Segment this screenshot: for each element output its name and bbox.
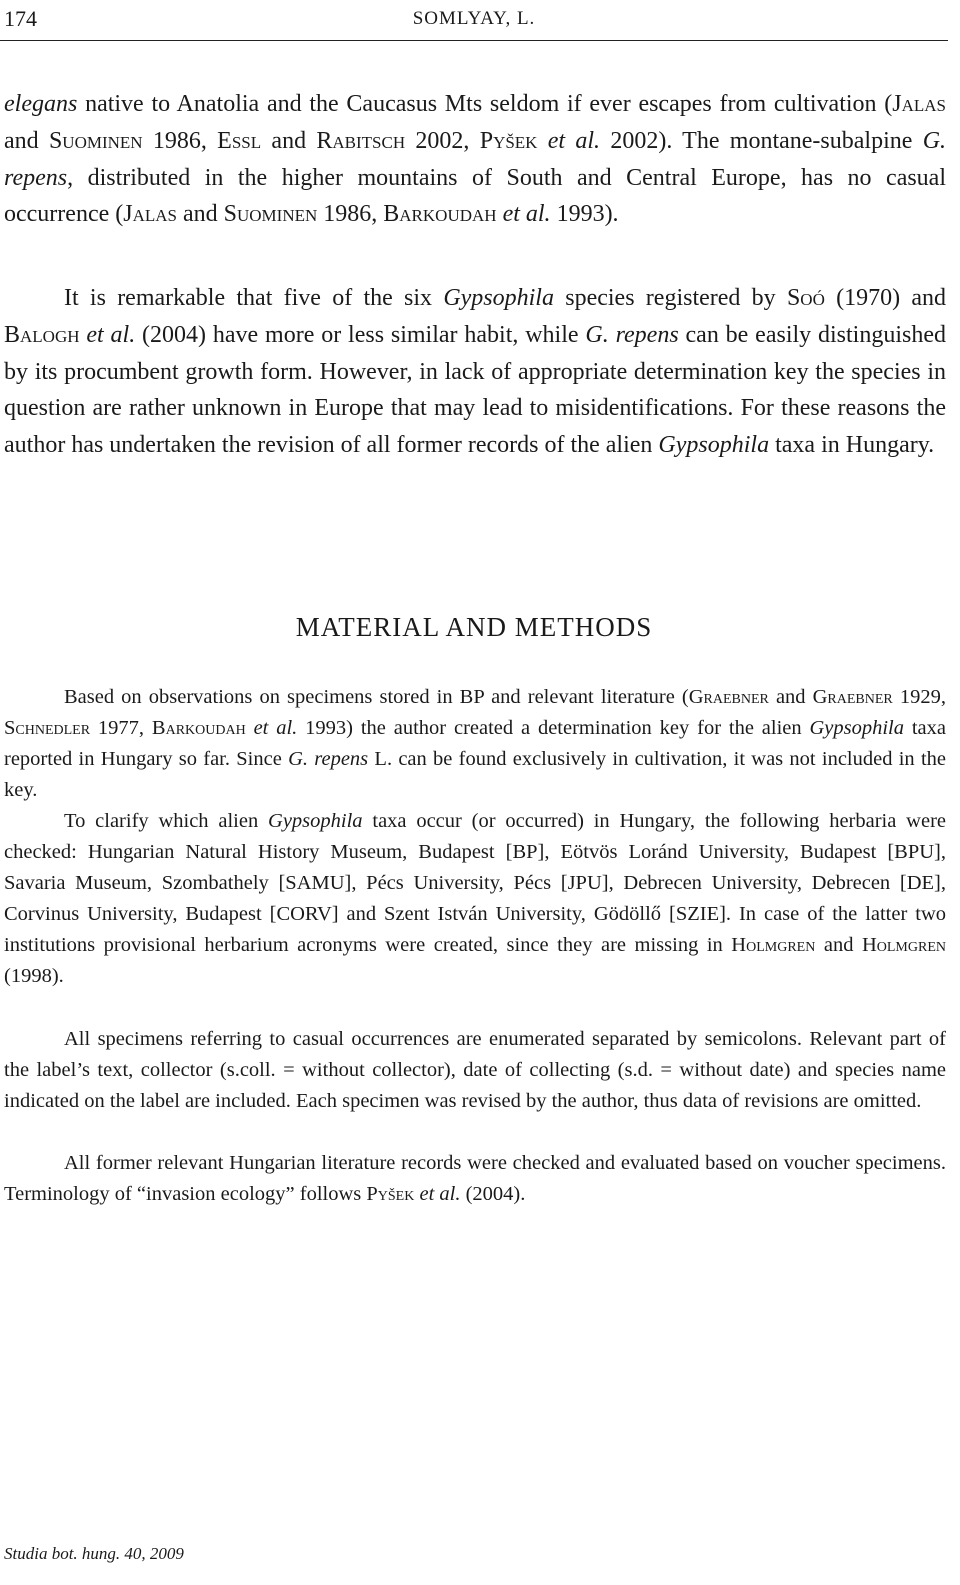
methods-paragraph-3: All specimens referring to casual occurrences are enumerated separated by semicolons. Relevant part of the label’s text, collector (s.coll. = without collector), date of collecting (s.d. = without date) and species name indicated on the label are included. Each specimen was revised by the author, thus data of revisions are omitted. — [4, 1028, 946, 1112]
intro-paragraph-2: It is remarkable that five of the six Gypsophila species registered by Soó (1970) and Balogh et al. (2004) have more or less similar habit, while G. repens can be easily distinguished by its procumbent growth form. However, in lack of appropriate determination key the species in question are rather unknown in Europe that may lead to misidentifications. For these reasons the author has undertaken the revision of all former records of the alien Gypsophila taxa in Hungary. — [4, 285, 947, 459]
intro-paragraph-1: elegans native to Anatolia and the Caucasus Mts seldom if ever escapes from cultivation (Jalas and Suominen 1986, Essl and Rabitsch 2002, Pyšek et al. 2002). The montane-subalpine G. repens, distributed in the higher mountains of South and Central Europe, has no casual occurrence (Jalas and Suominen 1986, Barkoudah et al. 1993). — [4, 91, 947, 228]
journal-footer: Studia bot. hung. 40, 2009 — [4, 1544, 184, 1563]
page-header — [0, 0, 948, 41]
methods-paragraph-2: To clarify which alien Gypsophila taxa occur (or occurred) in Hungary, the following herbaria were checked: Hungarian Natural History Museum, Budapest [BP], Eötvös Loránd University, Budapest [BPU], Savaria Museum, Szombathely [SAMU], Pécs University, Pécs [JPU], Debrecen University, Debrecen [DE], Corvinus University, Budapest [CORV] and Szent István University, Gödöllő [SZIE]. In case of the latter two institutions provisional herbarium acronyms were created, since they are missing in Holmgren and Holmgren (1998). — [4, 810, 946, 987]
methods-paragraph-4: All former relevant Hungarian literature records were checked and evaluated based on voucher specimens. Terminology of “invasion ecology” follows Pyšek et al. (2004). — [4, 1152, 946, 1205]
page-number: 174 — [4, 6, 37, 31]
methods-paragraph-1: Based on observations on specimens stored in BP and relevant literature (Graebner and Graebner 1929, Schnedler 1977, Barkoudah et al. 1993) the author created a determination key for the alien Gypsophila taxa reported in Hungary so far. Since G. repens L. can be found exclusively in cultivation, it was not included in the key. — [4, 686, 946, 801]
running-head: SOMLYAY, L. — [412, 8, 536, 29]
section-heading: MATERIAL AND METHODS — [295, 612, 653, 642]
